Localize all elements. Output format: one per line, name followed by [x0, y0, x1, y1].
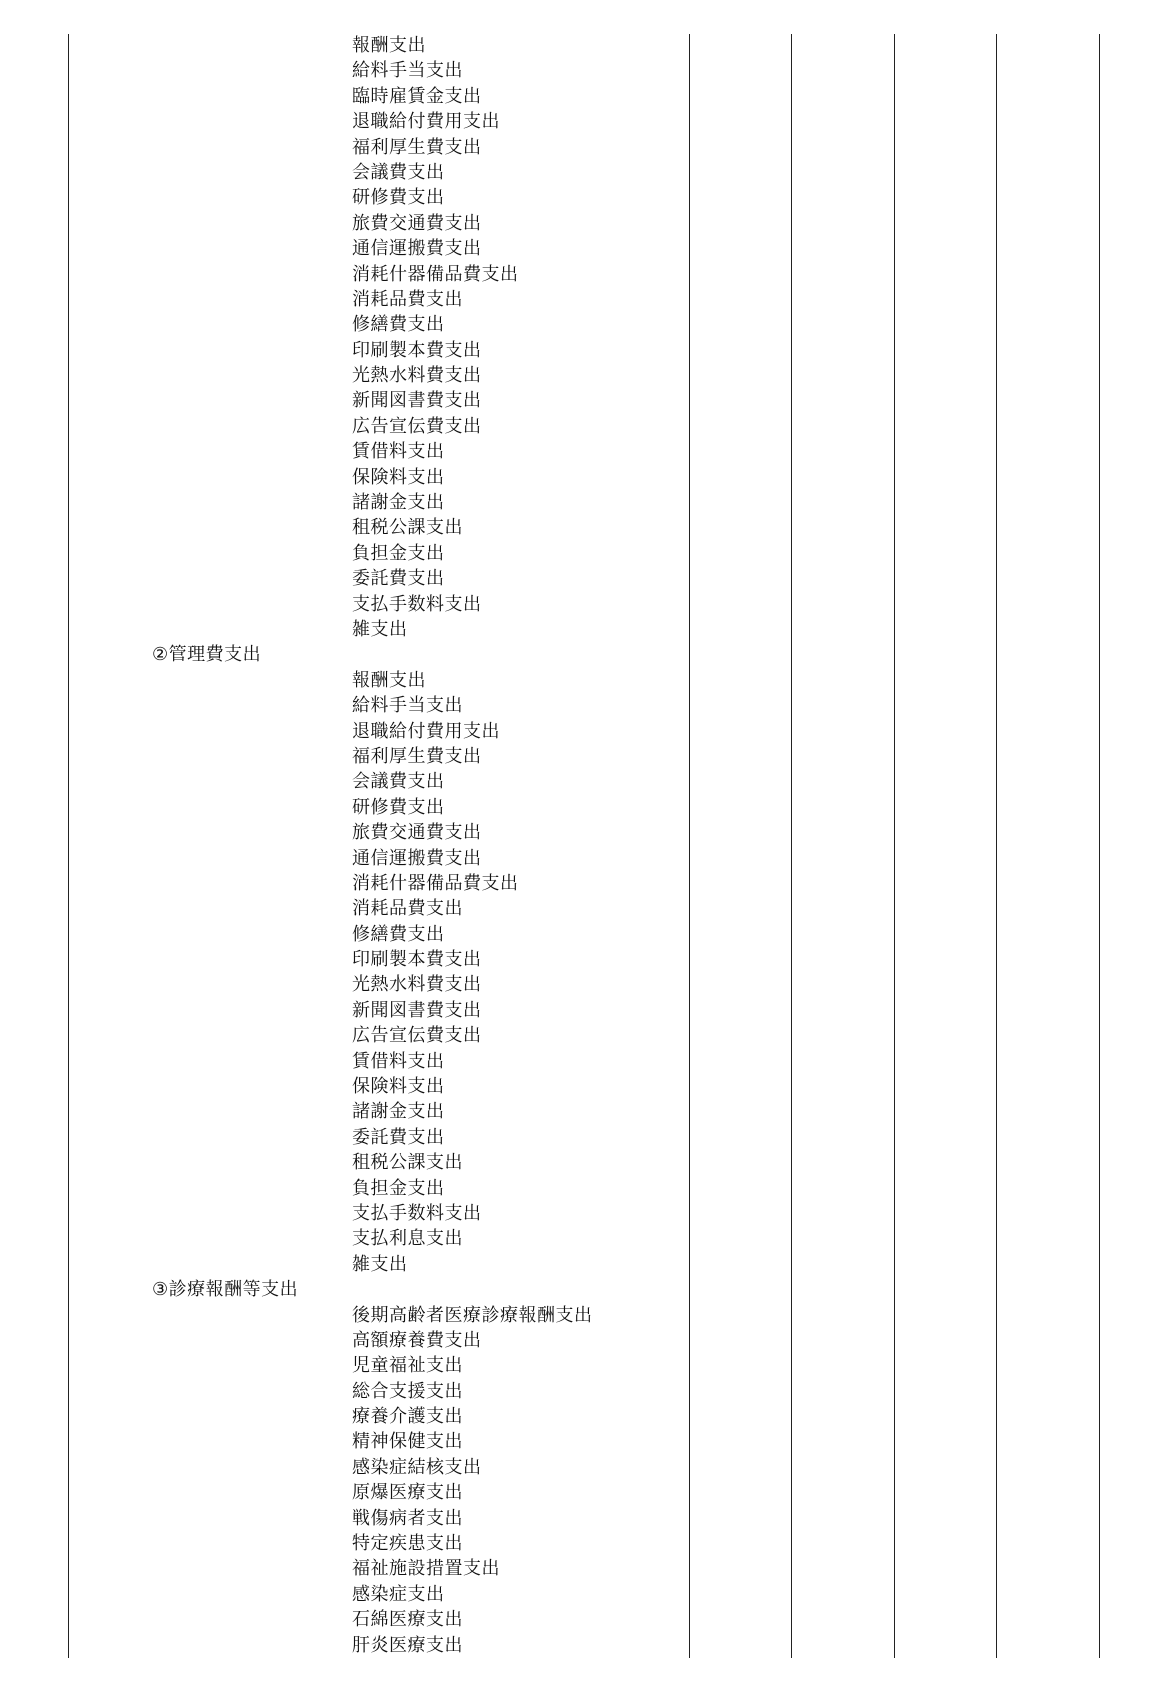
expense-item: 印刷製本費支出 — [352, 949, 482, 971]
expense-item: 租税公課支出 — [352, 517, 463, 539]
expense-item: 光熱水料費支出 — [352, 974, 482, 996]
expense-item: 支払手数料支出 — [352, 593, 482, 615]
expense-item: 新聞図書費支出 — [352, 390, 482, 412]
expense-item: 新聞図書費支出 — [352, 999, 482, 1021]
expense-item: 石綿医療支出 — [352, 1609, 463, 1631]
expense-item: 広告宣伝費支出 — [352, 1025, 482, 1047]
expense-item: 光熱水料費支出 — [352, 365, 482, 387]
expense-item: 児童福祉支出 — [352, 1355, 463, 1377]
column-divider-4 — [996, 34, 997, 1658]
expense-item: 旅費交通費支出 — [352, 822, 482, 844]
expense-item: 消耗品費支出 — [352, 288, 463, 310]
expense-item: 後期高齢者医療診療報酬支出 — [352, 1304, 593, 1326]
table-border-right — [1099, 34, 1100, 1658]
expense-item: 研修費支出 — [352, 187, 445, 209]
expense-item: 雑支出 — [352, 1253, 408, 1275]
expense-item: 通信運搬費支出 — [352, 238, 482, 260]
expense-item: 退職給付費用支出 — [352, 720, 500, 742]
expense-item: 精神保健支出 — [352, 1431, 463, 1453]
expense-item: 感染症結核支出 — [352, 1456, 482, 1478]
expense-item: 広告宣伝費支出 — [352, 415, 482, 437]
expense-item: 給料手当支出 — [352, 60, 463, 82]
expense-item: 雑支出 — [352, 618, 408, 640]
expense-item: 肝炎医療支出 — [352, 1634, 463, 1656]
expense-item: 賃借料支出 — [352, 441, 445, 463]
expense-item: 保険料支出 — [352, 1076, 445, 1098]
expense-item: 高額療養費支出 — [352, 1329, 482, 1351]
expense-item: 報酬支出 — [352, 669, 426, 691]
expense-item: 租税公課支出 — [352, 1152, 463, 1174]
section-heading: ②管理費支出 — [152, 644, 262, 666]
expense-item: 修繕費支出 — [352, 923, 445, 945]
expense-item: 保険料支出 — [352, 466, 445, 488]
expense-item-list — [0, 33, 690, 1658]
expense-item: 印刷製本費支出 — [352, 339, 482, 361]
expense-item: 研修費支出 — [352, 796, 445, 818]
expense-item: 諸謝金支出 — [352, 1101, 445, 1123]
expense-item: 修繕費支出 — [352, 314, 445, 336]
section-heading: ③診療報酬等支出 — [152, 1279, 299, 1301]
expense-item: 報酬支出 — [352, 35, 426, 56]
expense-item: 支払利息支出 — [352, 1228, 463, 1250]
expense-item: 戦傷病者支出 — [352, 1507, 463, 1529]
expense-item: 旅費交通費支出 — [352, 212, 482, 234]
column-divider-3 — [894, 34, 895, 1658]
expense-item: 退職給付費用支出 — [352, 111, 500, 133]
expense-item: 通信運搬費支出 — [352, 847, 482, 869]
expense-item: 負担金支出 — [352, 542, 445, 564]
expense-item: 福利厚生費支出 — [352, 745, 482, 767]
expense-item: 会議費支出 — [352, 771, 445, 793]
expense-item: 負担金支出 — [352, 1177, 445, 1199]
expense-item: 支払手数料支出 — [352, 1202, 482, 1224]
expense-item: 消耗什器備品費支出 — [352, 263, 519, 285]
expense-item: 福祉施設措置支出 — [352, 1558, 500, 1580]
expense-item: 会議費支出 — [352, 161, 445, 183]
expense-item: 原爆医療支出 — [352, 1482, 463, 1504]
expense-item: 消耗品費支出 — [352, 898, 463, 920]
expense-item: 特定疾患支出 — [352, 1533, 463, 1555]
expense-item: 臨時雇賃金支出 — [352, 85, 482, 107]
expense-item: 療養介護支出 — [352, 1406, 463, 1428]
expense-item: 賃借料支出 — [352, 1050, 445, 1072]
expense-item: 消耗什器備品費支出 — [352, 872, 519, 894]
expense-item: 感染症支出 — [352, 1583, 445, 1605]
expense-item: 給料手当支出 — [352, 695, 463, 717]
expense-item: 福利厚生費支出 — [352, 136, 482, 158]
expense-item: 総合支援支出 — [352, 1380, 463, 1402]
expense-item: 諸謝金支出 — [352, 492, 445, 514]
column-divider-2 — [791, 34, 792, 1658]
expense-item: 委託費支出 — [352, 568, 445, 590]
expense-item: 委託費支出 — [352, 1126, 445, 1148]
